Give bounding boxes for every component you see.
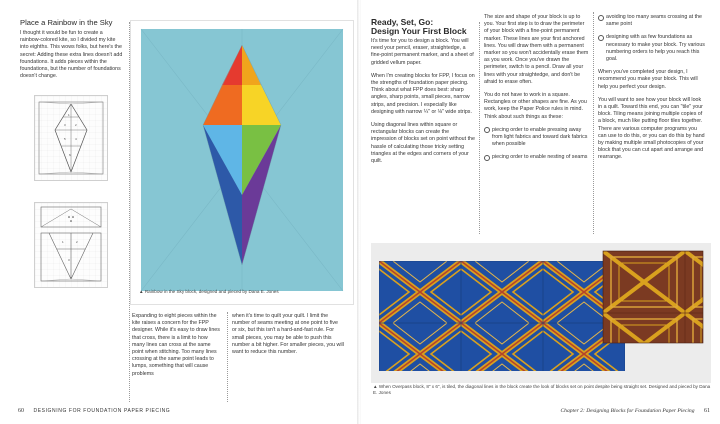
right-page-number: 61 [704, 408, 710, 414]
svg-text:5: 5 [64, 137, 66, 141]
rainbow-kite-quilt [131, 21, 353, 304]
right-column-3 [598, 14, 706, 168]
left-footer [18, 408, 170, 414]
right-page [361, 0, 720, 424]
foundation-sketch-drawing [35, 203, 107, 287]
right-column-1 [371, 38, 475, 171]
overpass-quilt [371, 243, 711, 383]
rainbow-block-photo [130, 20, 354, 305]
paragraph: It's time for you to design a block. You will need your pencil, eraser, straightedge, a fine-point permanent marker, and a sheet of gridded vellum paper. [371, 38, 474, 66]
paragraph: When I'm creating blocks for FPP, I focus on the strengths of foundation paper piecing. Think about what FPP does best: sharp angles, sharp points, small pieces, narrow strips, and precision. I especially like designing with narrow ¼" or ⅛" wide strips. [371, 72, 475, 115]
svg-text:4: 4 [75, 137, 77, 141]
left-column-1-text: Expanding to eight pieces within the kite raises a concern for the FPP designer. While it's easy to draw lines that cross, there is a limit to how many lines can cross at the same point when stitching. Too many lines crossing at the same point leads to lumps, something that will cause problems [132, 313, 220, 377]
sidebar-title: Place a Rainbow in the Sky [20, 18, 113, 27]
foundation-sketch [34, 202, 108, 288]
svg-text:3: 3 [64, 123, 66, 127]
paragraph: Using diagonal lines within square or rectangular blocks can create the impression of blocks set on point without the hassle of calculating those tricky setting triangles at the edges and corners of your quilt. [371, 122, 475, 165]
column-divider-3 [479, 22, 480, 234]
paragraph: You do not have to work in a square. Rectangles or other shapes are fine. As you work, keep the Paper Police rules in mind. Think about such things as these: [484, 92, 587, 120]
right-column-2 [484, 14, 590, 168]
kite-sketch [34, 95, 108, 181]
svg-text:2: 2 [75, 123, 77, 127]
overpass-quilt-photo [371, 243, 711, 383]
bullet-item [598, 34, 706, 63]
quilt-caption: ▲ When Overpass block, 8" x 6", is tiled, the diagonal lines in the block create the look of blocks set on point despite being straight set. Designed and pieced by Dana E. Jones [373, 384, 711, 395]
column-divider-4 [593, 12, 594, 234]
sidebar-body: I thought it would be fun to create a rainbow-colored kite, so I divided my kite into eighths. This wows folks, but here's the secret: Adding these extra lines doesn't add foundations. It adds pieces within the foundations, but the number of foundations doesn't change. [20, 30, 123, 80]
svg-text:3: 3 [68, 258, 70, 262]
bullet-circle-icon [484, 155, 490, 161]
svg-text:6: 6 [69, 153, 71, 157]
bullet-circle-icon [484, 127, 490, 133]
svg-text:2: 2 [76, 240, 78, 244]
paragraph: When you've completed your design, I recommend you make your block. This will help you perfect your design. [598, 69, 698, 90]
bullet-item [484, 154, 590, 161]
bullet-item [598, 14, 706, 28]
right-footer [560, 408, 710, 414]
section-title-line-2: Design Your First Block [371, 26, 467, 36]
quilt-caption-text: When Overpass block, 8" x 6", is tiled, the diagonal lines in the block create the look of blocks set on point despite being straight set. Designed and pieced by Dana E. Jones [373, 384, 711, 395]
kite-sketch-drawing [35, 96, 107, 180]
left-page-number: 60 [18, 408, 24, 414]
bullet-circle-icon [598, 35, 604, 41]
photo-caption: ▲ Rainbow in the Sky block, designed and pieced by Dana E. Jones [139, 289, 279, 294]
photo-caption-text: Rainbow in the Sky block, designed and pieced by Dana E. Jones [144, 289, 279, 294]
bullet-text: piecing order to enable nesting of seams [492, 154, 588, 161]
column-divider-2 [227, 312, 228, 402]
left-running-head: DESIGNING FOR FOUNDATION PAPER PIECING [33, 408, 171, 414]
right-running-head: Chapter 2: Designing Blocks for Foundation Paper Piecing [560, 408, 695, 414]
svg-text:1: 1 [62, 240, 64, 244]
paragraph: You will want to see how your block will look in a quilt. Toward this end, you can "tile" your block. Tiling means joining multiple copies of a block, much like putting floor tiles together. There are various computer programs you can use to do this, or you can do this by hand by making multiple small photocopies of your block that you can cut apart and arrange and rearrange. [598, 96, 705, 161]
left-page [0, 0, 358, 424]
svg-text:1: 1 [68, 113, 70, 117]
paragraph: The size and shape of your block is up to you. Your first step is to draw the perimeter of your block with a fine-point permanent marker. These lines are your first anchored lines. You will draw them with a permanent marker so you won't accidentally erase them as you work. Once you've drawn the perimeter, switch to a pencil. Draw all your lines with your straightedge, and don't be afraid to erase often. [484, 14, 589, 85]
bullet-text: avoiding too many seams crossing at the same point [606, 14, 702, 28]
bullet-circle-icon [598, 15, 604, 21]
left-column-2-text: when it's time to quilt your quilt. I limit the number of seams meeting at one point to five or six, but this isn't a hard-and-fast rule. For small pieces, you may be able to push this number a bit higher. For smaller pieces, you will want to reduce this number. [232, 313, 344, 356]
bullet-text: piecing order to enable pressing away from light fabrics and toward dark fabrics when possible [492, 126, 588, 148]
section-title-line-1: Ready, Set, Go: [371, 17, 434, 27]
bullet-text: designing with as few foundations as necessary to make your block. Try various numbering orders to help you reach this goal. [606, 34, 705, 63]
bullet-item [484, 127, 590, 149]
